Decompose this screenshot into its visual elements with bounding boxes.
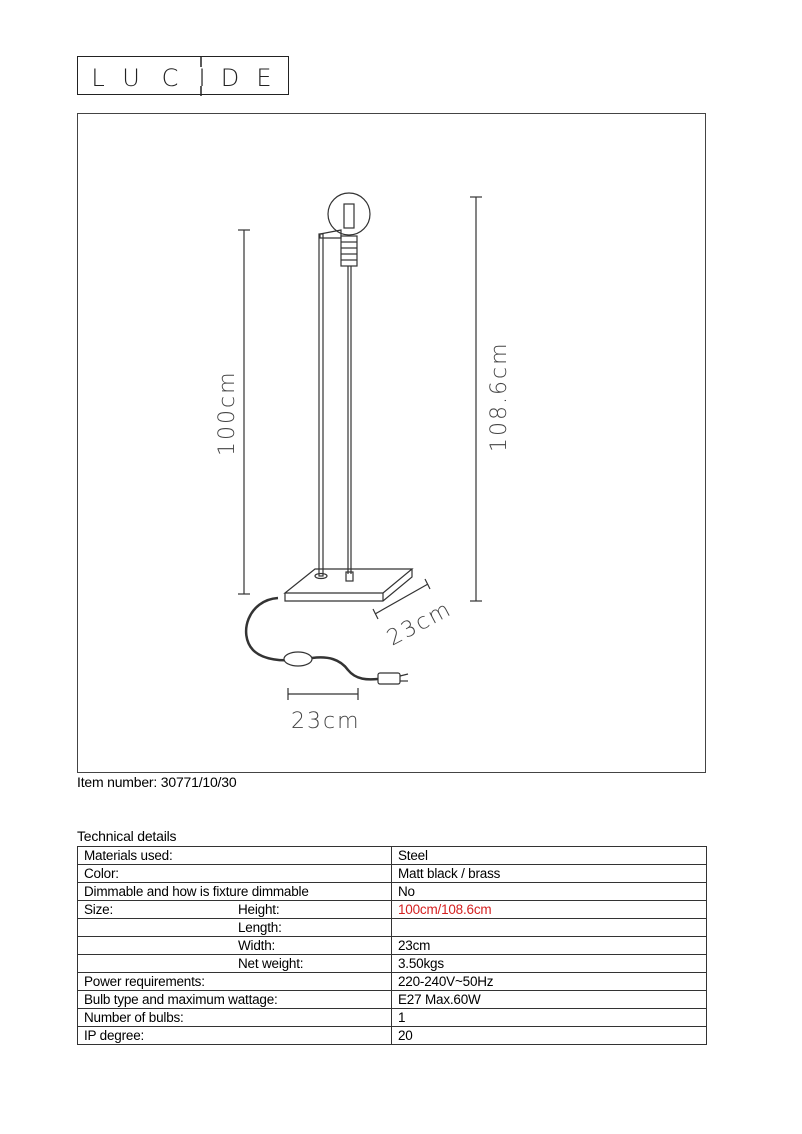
width-label: Width:	[238, 938, 276, 953]
table-row	[78, 901, 707, 919]
spec-label: Power requirements:	[78, 973, 392, 991]
spec-value: 1	[392, 1009, 707, 1027]
height-label: Height:	[238, 902, 280, 917]
length-value	[392, 919, 707, 937]
spec-value: E27 Max.60W	[392, 991, 707, 1009]
logo-letter-e: E	[256, 64, 272, 92]
floor-lamp-drawing	[78, 114, 707, 774]
logo-lettering	[78, 57, 290, 96]
label-base-depth: 23cm	[383, 596, 457, 652]
technical-details-title: Technical details	[77, 828, 177, 844]
weight-value: 3.50kgs	[392, 955, 707, 973]
size-label: Size:	[84, 902, 114, 917]
table-row	[78, 1009, 707, 1027]
technical-drawing-frame	[77, 113, 706, 773]
spec-label-weight	[78, 955, 392, 973]
spec-value: 220-240V~50Hz	[392, 973, 707, 991]
width-value: 23cm	[392, 937, 707, 955]
logo-letter-u: U	[122, 64, 140, 92]
weight-label: Net weight:	[238, 956, 304, 971]
label-total-height: 108.6cm	[487, 341, 512, 452]
spec-label: Number of bulbs:	[78, 1009, 392, 1027]
spec-value: Steel	[392, 847, 707, 865]
plug	[378, 673, 400, 684]
table-row	[78, 919, 707, 937]
table-row	[78, 937, 707, 955]
table-row	[78, 955, 707, 973]
spec-label-width	[78, 937, 392, 955]
spec-label: Bulb type and maximum wattage:	[78, 991, 392, 1009]
table-row	[78, 1027, 707, 1045]
spec-label: Materials used:	[78, 847, 392, 865]
foot-switch	[284, 652, 312, 666]
label-base-width: 23cm	[291, 709, 361, 734]
spec-label: IP degree:	[78, 1027, 392, 1045]
lamp-pole	[319, 234, 323, 576]
spec-value: No	[392, 883, 707, 901]
table-row	[78, 973, 707, 991]
table-row	[78, 883, 707, 901]
lamp-holder	[341, 236, 357, 266]
spec-value: Matt black / brass	[392, 865, 707, 883]
length-label: Length:	[238, 920, 282, 935]
power-cable	[246, 598, 378, 679]
logo-letter-c: C	[161, 64, 179, 92]
logo-letter-d: D	[220, 64, 240, 92]
brand-logo	[77, 56, 289, 95]
logo-letter-l: L	[91, 64, 105, 92]
table-row	[78, 865, 707, 883]
spec-label: Dimmable and how is fixture dimmable	[78, 883, 392, 901]
label-lamp-height: 100cm	[215, 370, 240, 456]
globe-shade	[328, 193, 370, 235]
spec-label-size	[78, 901, 392, 919]
spec-label: Color:	[78, 865, 392, 883]
table-row	[78, 991, 707, 1009]
table-row	[78, 847, 707, 865]
spec-label-length	[78, 919, 392, 937]
height-value: 100cm/108.6cm	[392, 901, 707, 919]
technical-details-table	[77, 846, 707, 1045]
logo-letter-i: I	[198, 64, 206, 92]
spec-value: 20	[392, 1027, 707, 1045]
item-number: Item number: 30771/10/30	[77, 774, 237, 790]
